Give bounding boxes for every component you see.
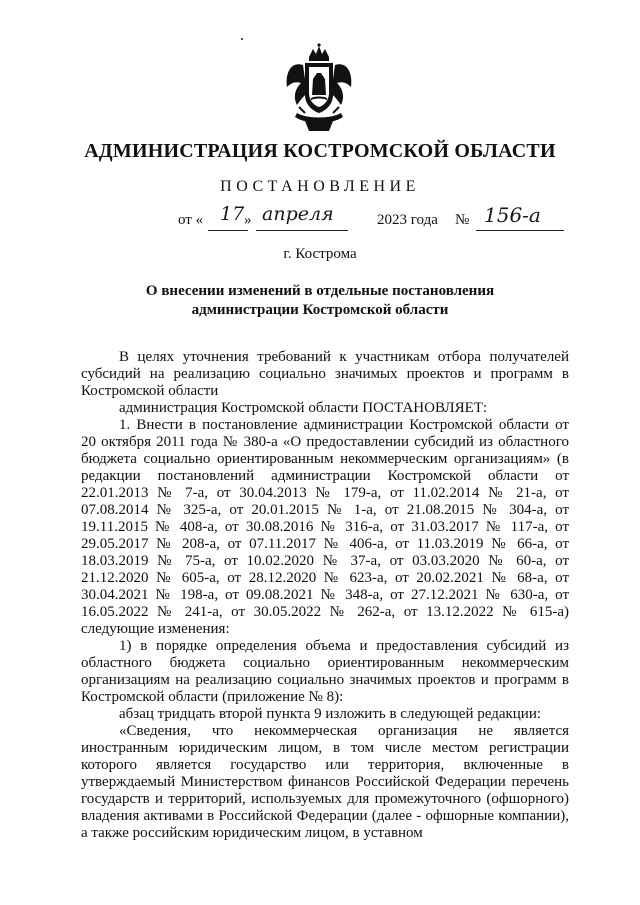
date-month-handwritten: апреля bbox=[262, 203, 334, 225]
month-underline bbox=[256, 230, 348, 231]
document-body bbox=[81, 349, 569, 842]
paragraph-amendment-intro: абзац тридцать второй пункта 9 изложить в следующей редакции: bbox=[119, 706, 542, 722]
subject-line-1: О внесении изменений в отдельные постановления bbox=[145, 283, 495, 299]
number-underline bbox=[476, 230, 564, 231]
date-year: 2023 года bbox=[377, 212, 438, 228]
subject-heading bbox=[100, 282, 540, 320]
paragraph-item-1: 1. Внести в постановление администрации Костромской области от 20 октября 2011 года № 380-а «О предоставлении субсидий из областного бюджета социально ориентированным некоммерческим организациям» (в редакции постановлений администрации Костромской области от 22.01.2013 № 7-а, от 30.04.2013 № 179-а, от 11.02.2014 № 21-а, от 07.08.2014 № 325-а, от 20.01.2015 № 1-а, от 21.08.2015 № 304-а, от 19.11.2015 № 408-а, от 30.08.2016 № 316-а, от 31.03.2017 № 117-а, от 29.05.2017 № 208-а, от 07.11.2017 № 406-а, от 11.03.2019 № 66-а, от 18.03.2019 № 75-а, от 10.02.2020 № 37-а, от 03.03.2020 № 60-а, от 21.12.2020 № 605-а, от 28.12.2020 № 623-а, от 20.02.2021 № 68-а, от 30.04.2021 № 198-а, от 09.08.2021 № 348-а, от 27.12.2021 № 630-а, от 16.05.2022 № 241-а, от 30.05.2022 № 262-а, от 13.12.2022 № 615-а) следующие изменения: bbox=[81, 417, 569, 637]
paragraph-preamble: В целях уточнения требований к участникам отбора получателей субсидий на реализацию социально значимых проектов и программ в Костромской области bbox=[81, 349, 569, 399]
paragraph-amendment-text: «Сведения, что некоммерческая организация не является иностранным юридическим лицом, в том числе местом регистрации которого является государство или территория, включенные в утверждаемый Министерством финансов Российской Федерации перечень государств и территорий, используемых для промежуточного (офшорного) владения активами в Российской Федерации (далее - офшорные компании), а также российским юридическим лицом, в уставном bbox=[81, 723, 569, 841]
day-underline bbox=[208, 230, 248, 231]
number-sign: № bbox=[455, 212, 470, 228]
document-type-heading: ПОСТАНОВЛЕНИЕ bbox=[220, 178, 420, 195]
number-handwritten: 156-а bbox=[484, 203, 541, 227]
paragraph-resolves: администрация Костромской области ПОСТАНОВЛЯЕТ: bbox=[119, 400, 488, 416]
organization-title: АДМИНИСТРАЦИЯ КОСТРОМСКОЙ ОБЛАСТИ bbox=[84, 140, 556, 162]
scan-speck bbox=[241, 38, 243, 40]
subject-line-2: администрации Костромской области bbox=[191, 302, 449, 318]
date-day-handwritten: 17 bbox=[220, 203, 245, 225]
date-number-line bbox=[178, 205, 578, 235]
coat-of-arms-emblem bbox=[283, 43, 355, 133]
date-prefix: от « bbox=[178, 212, 204, 228]
city-line: г. Кострома bbox=[283, 246, 357, 262]
date-day-close: » bbox=[244, 212, 252, 228]
paragraph-subitem-1: 1) в порядке определения объема и предоставления субсидий из областного бюджета социально ориентированным некоммерческим организациям на реализацию социально значимых проектов и программ в Костромской области (приложение № 8): bbox=[81, 638, 569, 705]
